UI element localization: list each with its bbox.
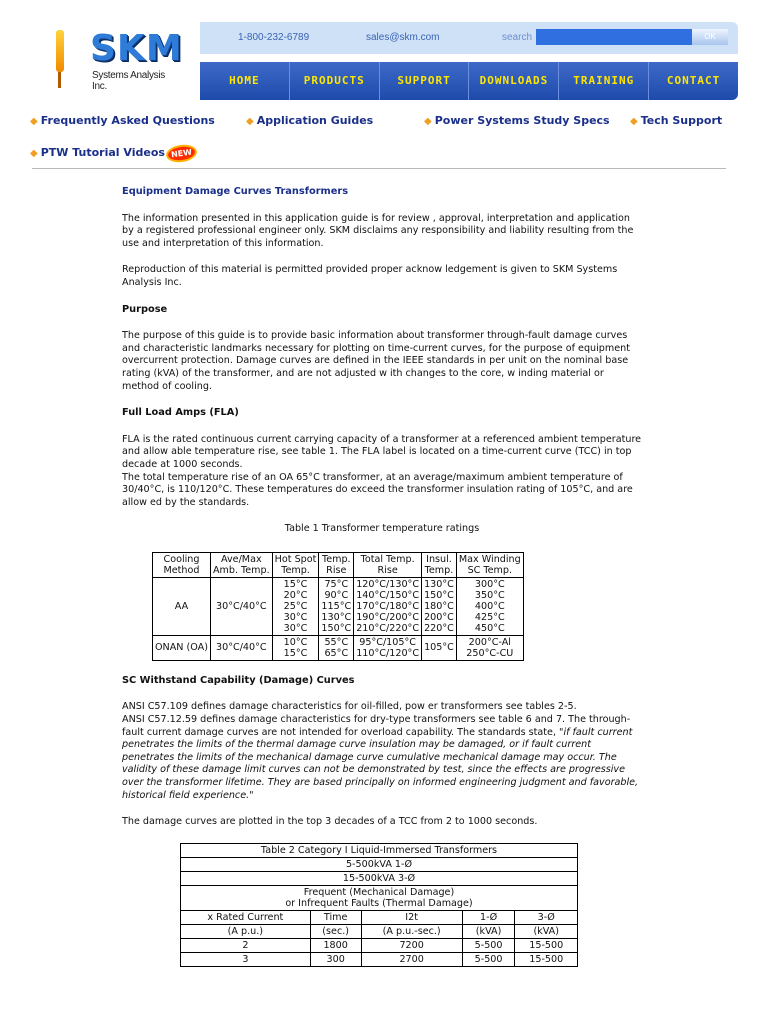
table-cell: AA <box>153 577 211 635</box>
link-specs-label: Power Systems Study Specs <box>434 114 610 127</box>
table2-subtitle: Frequent (Mechanical Damage) or Infrequent Faults (Thermal Damage) <box>181 885 578 910</box>
logo-text: SKM <box>90 28 183 69</box>
fla-text-1: FLA is the rated continuous current carrying capacity of a transformer at a referenced ambient temperature and allow able temperature rise, see table 1. The FLA label is located on a time-current curve (TCC) in top decade at 1000 seconds. <box>122 433 642 470</box>
table-cell: 15-500 <box>515 952 578 966</box>
table2-title: Table 2 Category I Liquid-Immersed Transformers <box>181 843 578 857</box>
link-tech-support[interactable] <box>630 114 722 127</box>
table-cell: 300°C 350°C 400°C 425°C 450°C <box>456 577 523 635</box>
table-cell: 15°C 20°C 25°C 30°C 30°C <box>272 577 319 635</box>
nav-home[interactable]: HOME <box>200 62 290 100</box>
table2-subtitle: 5-500kVA 1-Ø <box>181 857 578 871</box>
fla-text-2: The total temperature rise of an OA 65°C transformer, at an average/maximum ambient temperature of 30/40°C, is 110/120°C. These temperatures do exceed the transformer insulation rating of 105°C, and are allow ed by the standards. <box>122 471 633 508</box>
table-cell: ONAN (OA) <box>153 635 211 660</box>
table2-unit: (A p.u.) <box>181 924 311 938</box>
table-cell: 2 <box>181 938 311 952</box>
table1-header: Temp. Rise <box>319 552 354 577</box>
table2-units-row <box>181 924 578 938</box>
table2-header: x Rated Current <box>181 910 311 924</box>
main-nav <box>200 62 738 100</box>
table1-temperature-ratings <box>152 552 524 661</box>
divider <box>32 168 726 169</box>
table1-header: Insul. Temp. <box>422 552 457 577</box>
table-cell: 5-500 <box>462 952 515 966</box>
table1-header: Ave/Max Amb. Temp. <box>210 552 272 577</box>
table-row <box>181 871 578 885</box>
article <box>122 186 642 967</box>
nav-products[interactable]: PRODUCTS <box>290 62 380 100</box>
reproduction-paragraph: Reproduction of this material is permitted provided proper acknow ledgement is given to SKM Systems Analysis Inc. <box>122 264 618 288</box>
sc-paragraph <box>122 701 642 802</box>
fla-paragraph <box>122 434 642 510</box>
sc-heading: SC Withstand Capability (Damage) Curves <box>122 674 355 686</box>
email-link[interactable]: sales@skm.com <box>366 32 440 43</box>
table-cell: 15-500 <box>515 938 578 952</box>
new-badge-icon: NEW <box>167 145 196 162</box>
table2-category-i <box>180 843 578 967</box>
table-cell: 55°C 65°C <box>319 635 354 660</box>
table-cell: 10°C 15°C <box>272 635 319 660</box>
table-cell: 3 <box>181 952 311 966</box>
fla-heading: Full Load Amps (FLA) <box>122 407 239 419</box>
table-cell: 30°C/40°C <box>210 577 272 635</box>
table2-unit: (A p.u.-sec.) <box>361 924 462 938</box>
table-row <box>181 952 578 966</box>
table-row <box>181 938 578 952</box>
table-cell: 30°C/40°C <box>210 635 272 660</box>
search-label: search <box>502 32 533 43</box>
table-cell: 95°C/105°C 110°C/120°C <box>354 635 422 660</box>
sc-text-1: ANSI C57.109 defines damage characteristics for oil-filled, pow er transformers see tables 2-5. <box>122 701 577 713</box>
table2-header-row <box>181 910 578 924</box>
table1-header-row <box>153 552 524 577</box>
table-cell: 1800 <box>310 938 361 952</box>
table-cell: 75°C 90°C 115°C 130°C 150°C <box>319 577 354 635</box>
link-ptw-videos[interactable] <box>30 146 195 160</box>
sc-quote: "if fault current penetrates the limits of the thermal damage curve insulation may be damaged, or if fault current penetrates the limits of the mechanical damage curve cumulative mechanical damage may occur. The validity of these damage limit curves can not be demonstrated by test, since the effects are progressive over the transformer lifetime. They are based principally on informed engineering judgment and favorable, historical field experience." <box>122 726 639 801</box>
nav-downloads[interactable]: DOWNLOADS <box>469 62 559 100</box>
link-guides-label: Application Guides <box>256 114 374 127</box>
sc-text-2: ANSI C57.12.59 defines damage characteristics for dry-type transformers see table 6 and 7. The through-fault current damage curves are not intended for overload capability. The standards state, <box>122 714 631 738</box>
page-title: Equipment Damage Curves Transformers <box>122 186 349 197</box>
purpose-paragraph: The purpose of this guide is to provide basic information about transformer through-fault damage curves and characteristic landmarks necessary for plotting on time-current curves, for the purpose of equipment overcurrent protection. Damage curves are defined in the IEEE standards in per unit on the nominal base rating (kVA) of the transformer, and are not adjusted w ith changes to the core, w inding material or method of cooling. <box>122 330 630 392</box>
diamond-bullet-icon: ◆ <box>30 148 38 159</box>
table1-header: Max Winding SC Temp. <box>456 552 523 577</box>
table1-header: Total Temp. Rise <box>354 552 422 577</box>
phone-link[interactable]: 1-800-232-6789 <box>238 32 310 43</box>
table-row <box>181 857 578 871</box>
table-row <box>181 885 578 910</box>
nav-training[interactable]: TRAINING <box>559 62 649 100</box>
logo-subtitle: Systems Analysis Inc. <box>92 70 166 92</box>
diamond-bullet-icon: ◆ <box>246 116 254 127</box>
table-cell: 120°C/130°C 140°C/150°C 170°C/180°C 190°C/200°C 210°C/220°C <box>354 577 422 635</box>
table2-unit: (sec.) <box>310 924 361 938</box>
table1-header: Hot Spot Temp. <box>272 552 319 577</box>
table2-subtitle: 15-500kVA 3-Ø <box>181 871 578 885</box>
diamond-bullet-icon: ◆ <box>30 116 38 127</box>
diamond-bullet-icon: ◆ <box>424 116 432 127</box>
plot-range-paragraph: The damage curves are plotted in the top 3 decades of a TCC from 2 to 1000 seconds. <box>122 816 538 828</box>
table2-header: 3-Ø <box>515 910 578 924</box>
link-faq-label: Frequently Asked Questions <box>40 114 215 127</box>
table-row <box>153 635 524 660</box>
table-cell: 105°C <box>422 635 457 660</box>
diamond-bullet-icon: ◆ <box>630 116 638 127</box>
table2-unit: (kVA) <box>462 924 515 938</box>
table-cell: 300 <box>310 952 361 966</box>
top-contact-bar <box>200 22 738 56</box>
table-row <box>181 843 578 857</box>
purpose-heading: Purpose <box>122 303 168 315</box>
nav-support[interactable]: SUPPORT <box>380 62 470 100</box>
table1-header: Cooling Method <box>153 552 211 577</box>
link-study-specs[interactable] <box>424 114 610 127</box>
skm-logo[interactable] <box>50 26 183 92</box>
table-cell: 5-500 <box>462 938 515 952</box>
table2-header: 1-Ø <box>462 910 515 924</box>
search-go-button[interactable]: OK <box>692 29 728 45</box>
table2-header: Time <box>310 910 361 924</box>
link-faq[interactable] <box>30 114 215 127</box>
table-cell: 130°C 150°C 180°C 200°C 220°C <box>422 577 457 635</box>
table2-header: I2t <box>361 910 462 924</box>
link-ptw-label: PTW Tutorial Videos <box>40 146 165 159</box>
table-cell: 7200 <box>361 938 462 952</box>
disclaimer-paragraph: The information presented in this application guide is for review , approval, interpretation and application by a registered professional engineer only. SKM disclaims any responsibility and liability resulting from the use and interpretation of this information. <box>122 212 634 249</box>
table1-caption: Table 1 Transformer temperature ratings <box>284 523 480 535</box>
logo-bar-icon <box>56 30 64 72</box>
nav-contact[interactable]: CONTACT <box>666 74 721 87</box>
table-cell: 200°C-Al 250°C-CU <box>456 635 523 660</box>
table2-unit: (kVA) <box>515 924 578 938</box>
table-cell: 2700 <box>361 952 462 966</box>
link-tech-label: Tech Support <box>640 114 723 127</box>
search-input[interactable] <box>536 29 692 45</box>
table-row <box>153 577 524 635</box>
link-application-guides[interactable] <box>246 114 373 127</box>
